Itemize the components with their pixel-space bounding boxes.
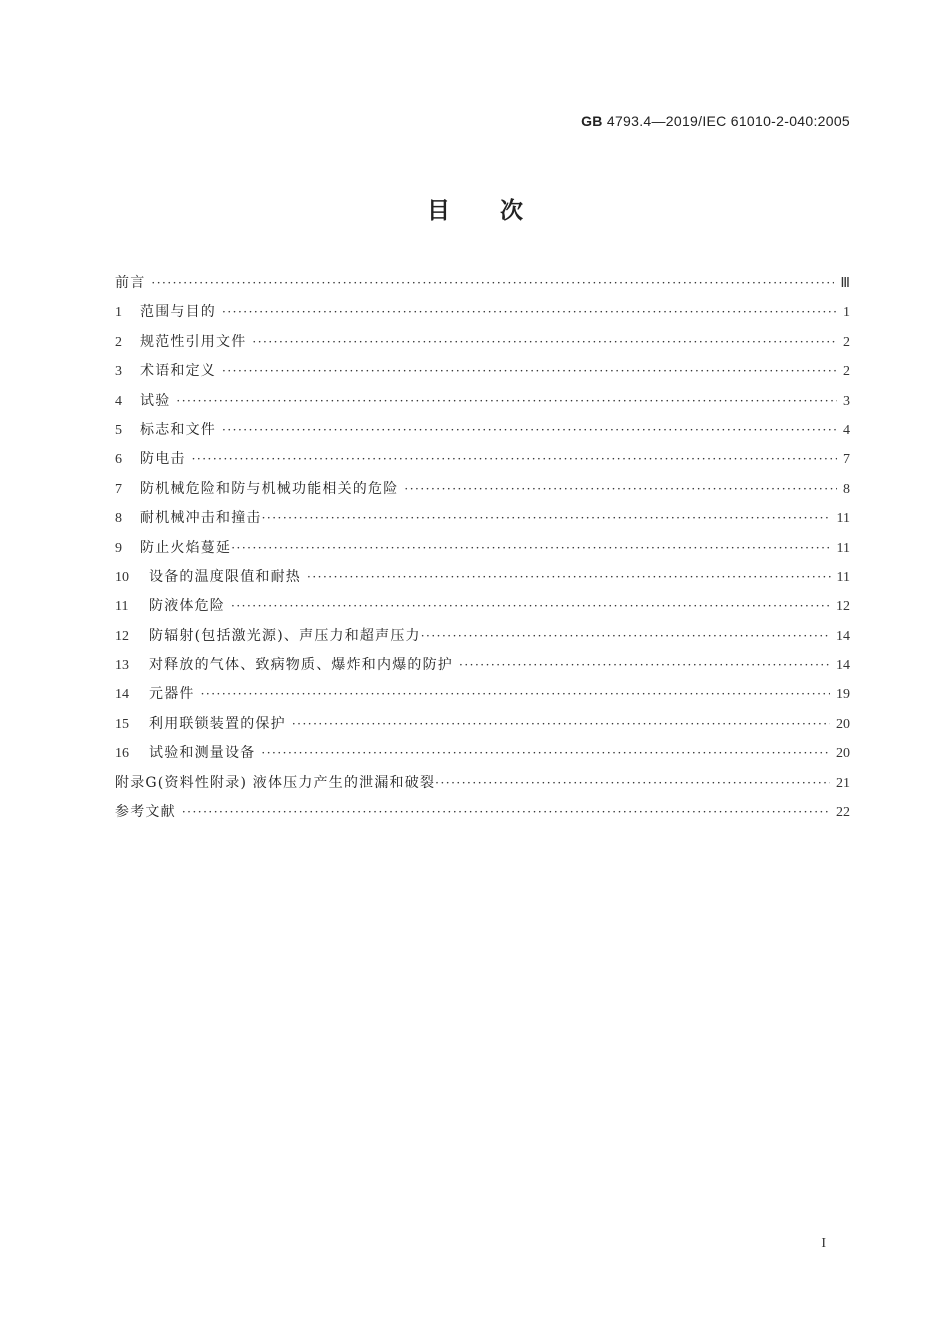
toc-entry-text: 参考文献 xyxy=(115,804,176,821)
toc-entry-annex-g[interactable] xyxy=(115,769,850,798)
toc-entry-number: 7 xyxy=(115,481,122,497)
toc-entry-number: 8 xyxy=(115,511,122,527)
dot-leader xyxy=(435,769,830,798)
table-of-contents xyxy=(115,269,850,827)
toc-entry-text: 前言 xyxy=(115,275,146,291)
dot-leader xyxy=(421,622,830,651)
toc-entry-foreword[interactable] xyxy=(115,269,850,298)
standard-prefix: GB xyxy=(581,113,603,129)
toc-entry-12[interactable] xyxy=(115,622,850,651)
toc-entry-text: 对释放的气体、致病物质、爆炸和内爆的防护 xyxy=(149,657,453,674)
toc-entry-number: 9 xyxy=(115,540,122,556)
toc-entry-number: 2 xyxy=(115,334,122,350)
toc-entry-page: 11 xyxy=(836,569,850,585)
toc-entry-3[interactable] xyxy=(115,357,850,386)
dot-leader xyxy=(292,710,830,739)
toc-entry-page: 7 xyxy=(843,452,850,468)
dot-leader xyxy=(151,269,834,298)
dot-leader xyxy=(222,416,837,445)
toc-entry-number: 16 xyxy=(115,746,129,762)
toc-entry-number: 15 xyxy=(115,716,129,732)
dot-leader xyxy=(252,328,837,357)
toc-entry-text: 试验 xyxy=(140,392,171,409)
toc-entry-text: 设备的温度限值和耐热 xyxy=(149,568,301,585)
toc-entry-text: 防液体危险 xyxy=(149,598,225,615)
toc-entry-number: 12 xyxy=(115,628,129,644)
standard-number-header xyxy=(581,113,850,129)
toc-entry-8[interactable] xyxy=(115,504,850,533)
toc-entry-page: 2 xyxy=(843,364,850,380)
toc-entry-page: 14 xyxy=(836,628,850,644)
dot-leader xyxy=(182,798,830,827)
toc-entry-page: 22 xyxy=(836,805,850,821)
standard-code: 4793.4—2019/IEC 61010-2-040:2005 xyxy=(606,113,850,129)
toc-entry-number: 3 xyxy=(115,364,122,380)
toc-entry-16[interactable] xyxy=(115,739,850,768)
toc-entry-bibliography[interactable] xyxy=(115,798,850,827)
toc-entry-number: 13 xyxy=(115,658,129,674)
toc-entry-4[interactable] xyxy=(115,387,850,416)
toc-entry-1[interactable] xyxy=(115,298,850,327)
toc-entry-15[interactable] xyxy=(115,710,850,739)
toc-entry-text: 标志和文件 xyxy=(140,421,216,438)
dot-leader xyxy=(192,445,837,474)
toc-entry-number: 11 xyxy=(115,599,129,615)
toc-entry-text: 防机械危险和防与机械功能相关的危险 xyxy=(140,480,399,497)
toc-entry-number: 1 xyxy=(115,305,122,321)
toc-entry-10[interactable] xyxy=(115,563,850,592)
toc-entry-text: 元器件 xyxy=(149,686,195,703)
toc-entry-text: 试验和测量设备 xyxy=(149,745,256,762)
dot-leader xyxy=(222,357,837,386)
toc-entry-number: 4 xyxy=(115,393,122,409)
toc-entry-page: 12 xyxy=(836,599,850,615)
dot-leader xyxy=(176,387,837,416)
toc-entry-page: Ⅲ xyxy=(840,276,850,291)
dot-leader xyxy=(231,592,830,621)
toc-entry-number: 10 xyxy=(115,569,129,585)
toc-entry-text: 利用联锁装置的保护 xyxy=(149,715,286,732)
toc-entry-page: 1 xyxy=(843,305,850,321)
toc-entry-page: 19 xyxy=(836,687,850,703)
dot-leader xyxy=(231,534,830,563)
toc-entry-text: 范围与目的 xyxy=(140,304,216,321)
toc-entry-number: 14 xyxy=(115,687,129,703)
toc-entry-2[interactable] xyxy=(115,328,850,357)
page-title: 目次 xyxy=(427,198,573,224)
dot-leader xyxy=(262,504,831,533)
toc-entry-page: 21 xyxy=(836,775,850,791)
toc-entry-number: 6 xyxy=(115,452,122,468)
toc-entry-text: 防电击 xyxy=(140,451,186,468)
toc-entry-text: 规范性引用文件 xyxy=(140,333,247,350)
toc-entry-6[interactable] xyxy=(115,445,850,474)
dot-leader xyxy=(201,680,830,709)
toc-entry-text: 防止火焰蔓延 xyxy=(140,539,232,556)
toc-entry-text: 附录G(资料性附录) 液体压力产生的泄漏和破裂 xyxy=(115,774,436,791)
dot-leader xyxy=(222,298,837,327)
toc-entry-11[interactable] xyxy=(115,592,850,621)
toc-entry-7[interactable] xyxy=(115,475,850,504)
toc-entry-text: 防辐射(包括激光源)、声压力和超声压力 xyxy=(149,627,421,644)
dot-leader xyxy=(261,739,830,768)
toc-entry-page: 20 xyxy=(836,746,850,762)
toc-entry-page: 20 xyxy=(836,716,850,732)
toc-entry-14[interactable] xyxy=(115,680,850,709)
toc-entry-9[interactable] xyxy=(115,534,850,563)
toc-entry-text: 耐机械冲击和撞击 xyxy=(140,510,262,527)
toc-entry-page: 14 xyxy=(836,658,850,674)
toc-entry-page: 11 xyxy=(836,511,850,527)
toc-entry-page: 11 xyxy=(836,540,850,556)
toc-entry-page: 4 xyxy=(843,422,850,438)
toc-entry-page: 2 xyxy=(843,334,850,350)
dot-leader xyxy=(459,651,830,680)
toc-entry-number: 5 xyxy=(115,422,122,438)
toc-entry-page: 8 xyxy=(843,481,850,497)
page-number: I xyxy=(821,1236,826,1251)
toc-entry-5[interactable] xyxy=(115,416,850,445)
toc-entry-13[interactable] xyxy=(115,651,850,680)
dot-leader xyxy=(404,475,837,504)
toc-entry-page: 3 xyxy=(843,393,850,409)
toc-entry-text: 术语和定义 xyxy=(140,363,216,380)
dot-leader xyxy=(307,563,831,592)
